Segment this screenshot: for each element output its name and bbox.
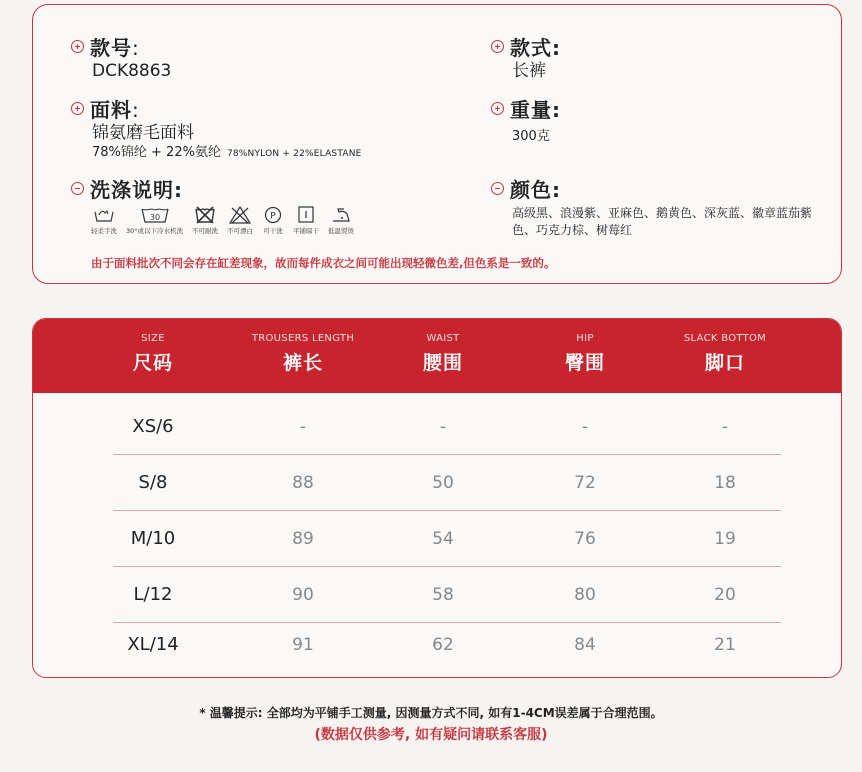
table-row: L/12 90 58 80 20: [113, 567, 781, 623]
header-slack-bottom: SLACK BOTTOM 脚口: [683, 333, 767, 374]
iron-low-icon: [330, 205, 352, 225]
no-tumble-dry-icon: [194, 205, 216, 225]
dry-clean-p-icon: [262, 205, 284, 225]
weight-value: 300克: [512, 129, 550, 144]
care-item: 轻柔手洗: [91, 205, 117, 235]
minus-circle-icon: [491, 182, 504, 195]
size-chart: [32, 318, 842, 678]
care-item: 不可漂白: [227, 205, 253, 235]
style-field: [491, 33, 561, 83]
style-label: 款式:: [510, 35, 561, 60]
wash-30-icon: [140, 205, 170, 225]
weight-field: [491, 95, 561, 149]
color-difference-notice: 由于面料批次不同会存在缸差现象，故而每件成衣之间可能出现轻微色差,但色系是一致的。: [91, 256, 556, 270]
colors-value: 高级黑、浪漫紫、亚麻色、鹅黄色、深灰蓝、徽章蓝茄紫色、巧克力棕、树莓红: [512, 206, 813, 237]
minus-circle-icon: [71, 182, 84, 195]
colors-label: 颜色:: [510, 177, 561, 202]
product-info-card: [32, 4, 842, 284]
hand-wash-icon: [93, 205, 115, 225]
size-chart-header: [33, 319, 841, 393]
header-size: SIZE 尺码: [132, 333, 173, 374]
svg-text:P: P: [270, 211, 276, 222]
reference-note: (数据仅供参考, 如有疑问请联系客服): [314, 727, 548, 743]
fabric-field: [71, 95, 362, 162]
fabric-composition: 78%锦纶 + 22%氨纶 78%NYLON + 22%ELASTANE: [92, 145, 362, 160]
style-number-label: 款号:: [90, 35, 140, 60]
plus-circle-icon: [71, 102, 84, 115]
fabric-label: 面料:: [90, 97, 140, 122]
header-trousers-length: TROUSERS LENGTH 裤长: [251, 333, 355, 374]
plus-circle-icon: [491, 102, 504, 115]
header-waist: WAIST 腰围: [422, 333, 463, 374]
care-icon-row: [91, 205, 363, 235]
care-item: 不可耐洗: [192, 205, 218, 235]
care-item: 30 30°或以下冷水机洗: [126, 205, 183, 235]
style-number-field: [71, 33, 171, 83]
care-instructions-field: [71, 175, 363, 235]
care-item: 低温熨烫: [328, 205, 354, 235]
table-row: XL/14 91 62 84 21: [127, 634, 736, 655]
style-number-value: DCK8863: [92, 61, 172, 81]
header-hip: HIP 臀围: [564, 333, 605, 374]
care-item: 平铺晾干: [293, 205, 319, 235]
style-value: 长裤: [512, 61, 546, 81]
colors-field: [491, 175, 832, 239]
measurement-note: * 温馨提示: 全部均为平铺手工测量, 因测量方式不同, 如有1-4CM误差属于合理范围。: [199, 706, 663, 720]
table-row: XS/6 - - - -: [113, 399, 781, 455]
fabric-composition-en: 78%NYLON + 22%ELASTANE: [226, 149, 362, 159]
care-item: P 可干洗: [262, 205, 284, 235]
dry-flat-icon: [295, 205, 317, 225]
fabric-value: 锦氨磨毛面料: [92, 123, 194, 143]
weight-label: 重量:: [510, 97, 561, 122]
table-row: M/10 89 54 76 19: [113, 511, 781, 567]
no-bleach-icon: [229, 205, 251, 225]
plus-circle-icon: [71, 40, 84, 53]
care-label: 洗涤说明:: [90, 177, 183, 202]
plus-circle-icon: [491, 40, 504, 53]
table-row: S/8 88 50 72 18: [113, 455, 781, 511]
svg-text:30: 30: [149, 213, 160, 222]
